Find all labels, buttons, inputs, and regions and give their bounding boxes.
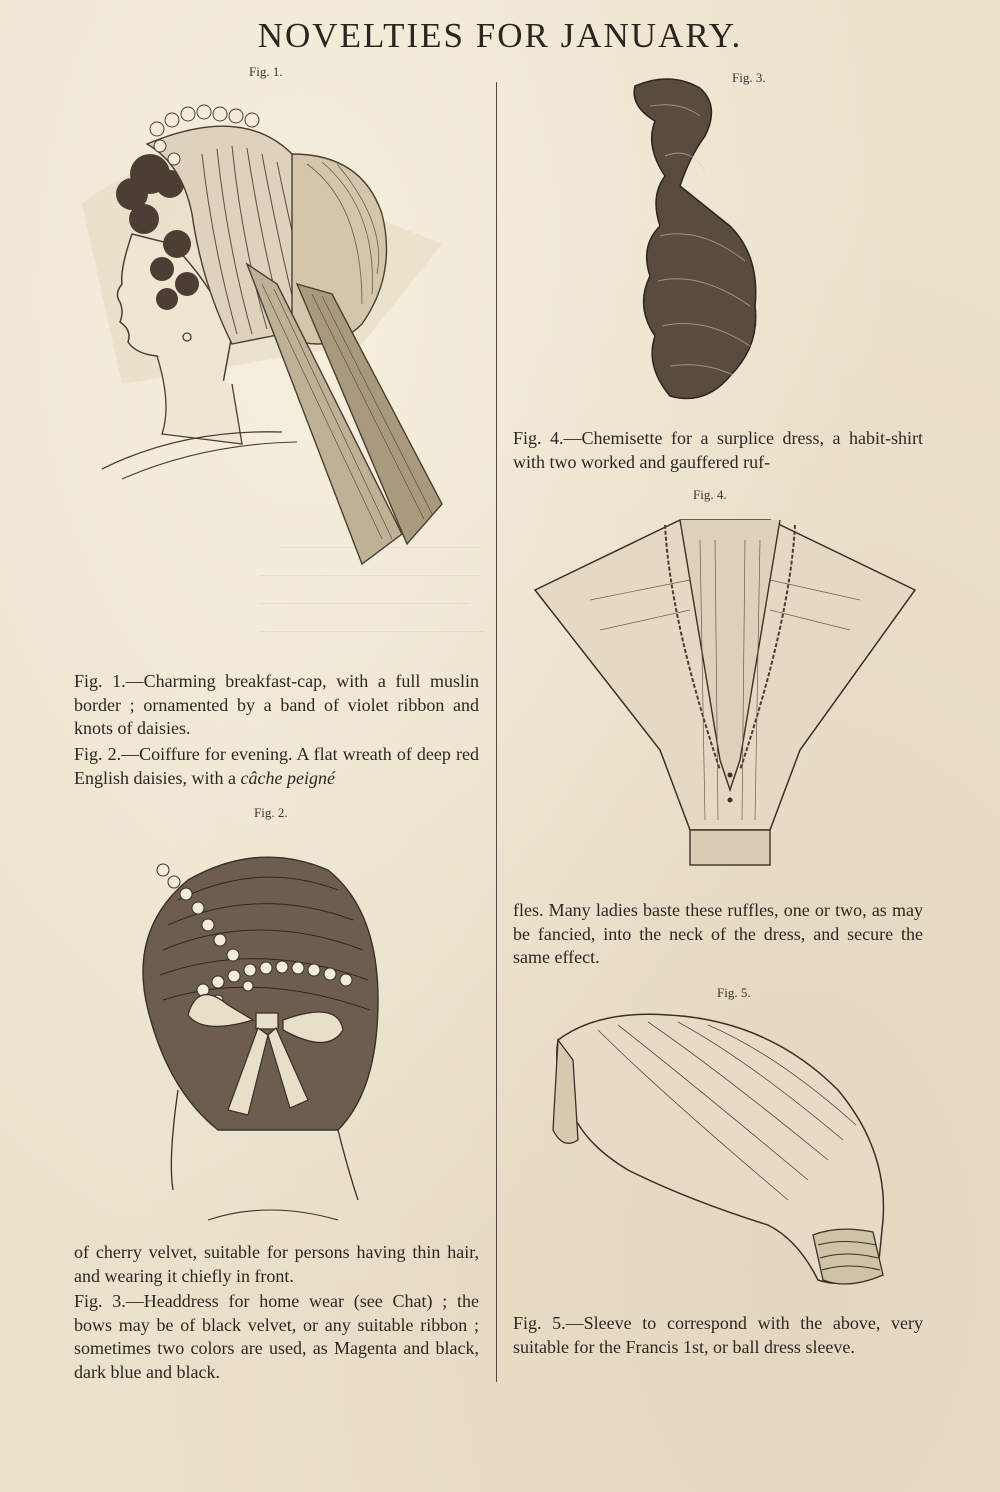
- fig2-caption-continued: of cherry velvet, suitable for persons having thin hair, and wearing it chiefly in front.: [74, 1242, 479, 1286]
- fig4-caption-continued: fles. Many ladies baste these ruffles, one or two, as may be fancied, into the neck of the dress, and secure the same effect.: [513, 900, 923, 967]
- fig4-label: Fig. 4.: [693, 487, 727, 502]
- fig3-headdress-illustration: [610, 76, 790, 426]
- fig2-caption: [74, 743, 479, 790]
- fig1-caption: Fig. 1.—Charming breakfast-cap, with a full muslin border ; ornamented by a band of violet ribbon and knots of daisies.: [74, 671, 479, 738]
- page-heading: NOVELTIES FOR JANUARY.: [257, 16, 743, 55]
- fig1-label: Fig. 1.: [249, 64, 283, 79]
- fig2-coiffure-illustration: [108, 830, 438, 1240]
- fig2-label: Fig. 2.: [254, 805, 288, 820]
- fig5-caption: Fig. 5.—Sleeve to correspond with the above, very suitable for the Francis 1st, or ball dress sleeve.: [513, 1313, 923, 1357]
- fig4-chemisette-illustration: [530, 500, 930, 875]
- column-divider: [496, 82, 497, 1382]
- fig2-caption-text: Fig. 2.—Coiffure for evening. A flat wreath of deep red English daisies, with a: [74, 744, 479, 788]
- fig5-sleeve-illustration: [538, 1000, 908, 1300]
- fig1-breakfast-cap-illustration: [62, 84, 462, 654]
- fig5-label: Fig. 5.: [717, 985, 751, 1000]
- fig3-label: Fig. 3.: [732, 70, 766, 85]
- fig4-caption: Fig. 4.—Chemisette for a surplice dress, a habit-shirt with two worked and gauffered ruf-: [513, 428, 923, 472]
- fig2-caption-italic: câche peigné: [240, 767, 335, 788]
- fig3-caption: Fig. 3.—Headdress for home wear (see Chat) ; the bows may be of black velvet, or any suitable ribbon ; sometimes two colors are used, as Magenta and black, dark blue and black.: [74, 1291, 479, 1382]
